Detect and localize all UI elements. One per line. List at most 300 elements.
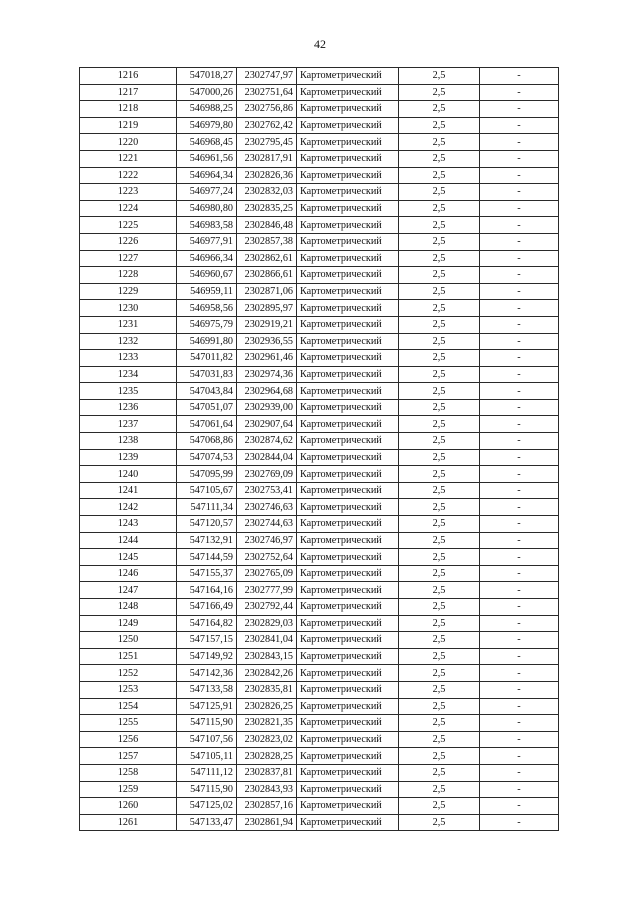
accuracy-cell: 2,5 [399,449,480,466]
x-coordinate-cell: 547142,36 [177,665,237,682]
point-number-cell: 1261 [80,814,177,831]
point-number-cell: 1258 [80,764,177,781]
table-row [80,665,559,682]
note-cell: - [480,748,559,765]
point-number-cell: 1260 [80,798,177,815]
table-row [80,449,559,466]
method-cell: Картометрический [297,466,399,483]
note-cell: - [480,615,559,632]
note-cell: - [480,433,559,450]
accuracy-cell: 2,5 [399,117,480,134]
y-coordinate-cell: 2302747,97 [237,68,297,85]
accuracy-cell: 2,5 [399,731,480,748]
table-row [80,399,559,416]
point-number-cell: 1255 [80,715,177,732]
point-number-cell: 1239 [80,449,177,466]
x-coordinate-cell: 547115,90 [177,715,237,732]
accuracy-cell: 2,5 [399,383,480,400]
y-coordinate-cell: 2302777,99 [237,582,297,599]
table-row [80,250,559,267]
accuracy-cell: 2,5 [399,267,480,284]
note-cell: - [480,366,559,383]
method-cell: Картометрический [297,84,399,101]
note-cell: - [480,84,559,101]
note-cell: - [480,814,559,831]
point-number-cell: 1236 [80,399,177,416]
point-number-cell: 1254 [80,698,177,715]
y-coordinate-cell: 2302843,15 [237,648,297,665]
method-cell: Картометрический [297,632,399,649]
table-row [80,648,559,665]
y-coordinate-cell: 2302769,09 [237,466,297,483]
accuracy-cell: 2,5 [399,416,480,433]
x-coordinate-cell: 547157,15 [177,632,237,649]
y-coordinate-cell: 2302846,48 [237,217,297,234]
point-number-cell: 1238 [80,433,177,450]
method-cell: Картометрический [297,184,399,201]
note-cell: - [480,582,559,599]
y-coordinate-cell: 2302862,61 [237,250,297,267]
point-number-cell: 1243 [80,516,177,533]
point-number-cell: 1231 [80,316,177,333]
method-cell: Картометрический [297,582,399,599]
method-cell: Картометрический [297,565,399,582]
method-cell: Картометрический [297,233,399,250]
table-row [80,814,559,831]
note-cell: - [480,167,559,184]
point-number-cell: 1228 [80,267,177,284]
table-row [80,68,559,85]
table-row [80,117,559,134]
x-coordinate-cell: 547018,27 [177,68,237,85]
y-coordinate-cell: 2302746,63 [237,499,297,516]
method-cell: Картометрический [297,698,399,715]
y-coordinate-cell: 2302871,06 [237,283,297,300]
table-row [80,532,559,549]
point-number-cell: 1224 [80,200,177,217]
x-coordinate-cell: 547164,16 [177,582,237,599]
accuracy-cell: 2,5 [399,217,480,234]
table-row [80,433,559,450]
x-coordinate-cell: 547043,84 [177,383,237,400]
point-number-cell: 1227 [80,250,177,267]
point-number-cell: 1244 [80,532,177,549]
accuracy-cell: 2,5 [399,250,480,267]
y-coordinate-cell: 2302844,04 [237,449,297,466]
accuracy-cell: 2,5 [399,715,480,732]
accuracy-cell: 2,5 [399,150,480,167]
table-row [80,482,559,499]
y-coordinate-cell: 2302765,09 [237,565,297,582]
accuracy-cell: 2,5 [399,599,480,616]
point-number-cell: 1218 [80,101,177,118]
accuracy-cell: 2,5 [399,184,480,201]
accuracy-cell: 2,5 [399,814,480,831]
x-coordinate-cell: 546966,34 [177,250,237,267]
table-row [80,698,559,715]
table-row [80,731,559,748]
table-row [80,84,559,101]
y-coordinate-cell: 2302842,26 [237,665,297,682]
table-row [80,499,559,516]
method-cell: Картометрический [297,798,399,815]
x-coordinate-cell: 547125,02 [177,798,237,815]
note-cell: - [480,532,559,549]
point-number-cell: 1216 [80,68,177,85]
x-coordinate-cell: 546975,79 [177,316,237,333]
point-number-cell: 1253 [80,681,177,698]
x-coordinate-cell: 546968,45 [177,134,237,151]
x-coordinate-cell: 547011,82 [177,350,237,367]
method-cell: Картометрический [297,599,399,616]
table-row [80,316,559,333]
accuracy-cell: 2,5 [399,665,480,682]
table-row [80,681,559,698]
x-coordinate-cell: 546959,11 [177,283,237,300]
table-row [80,599,559,616]
table-row [80,466,559,483]
note-cell: - [480,316,559,333]
y-coordinate-cell: 2302866,61 [237,267,297,284]
table-row [80,366,559,383]
accuracy-cell: 2,5 [399,433,480,450]
table-row [80,267,559,284]
note-cell: - [480,150,559,167]
point-number-cell: 1235 [80,383,177,400]
table-row [80,748,559,765]
method-cell: Картометрический [297,532,399,549]
point-number-cell: 1256 [80,731,177,748]
x-coordinate-cell: 547051,07 [177,399,237,416]
accuracy-cell: 2,5 [399,316,480,333]
accuracy-cell: 2,5 [399,399,480,416]
x-coordinate-cell: 546979,80 [177,117,237,134]
point-number-cell: 1246 [80,565,177,582]
table-row [80,549,559,566]
note-cell: - [480,383,559,400]
method-cell: Картометрический [297,731,399,748]
method-cell: Картометрический [297,814,399,831]
method-cell: Картометрический [297,250,399,267]
x-coordinate-cell: 547068,86 [177,433,237,450]
method-cell: Картометрический [297,150,399,167]
x-coordinate-cell: 547115,90 [177,781,237,798]
y-coordinate-cell: 2302792,44 [237,599,297,616]
accuracy-cell: 2,5 [399,167,480,184]
point-number-cell: 1229 [80,283,177,300]
method-cell: Картометрический [297,764,399,781]
x-coordinate-cell: 546983,58 [177,217,237,234]
note-cell: - [480,482,559,499]
note-cell: - [480,449,559,466]
x-coordinate-cell: 546988,25 [177,101,237,118]
point-number-cell: 1219 [80,117,177,134]
x-coordinate-cell: 547166,49 [177,599,237,616]
point-number-cell: 1220 [80,134,177,151]
page-number: 42 [314,37,326,51]
note-cell: - [480,731,559,748]
note-cell: - [480,715,559,732]
point-number-cell: 1251 [80,648,177,665]
accuracy-cell: 2,5 [399,68,480,85]
accuracy-cell: 2,5 [399,466,480,483]
method-cell: Картометрический [297,416,399,433]
x-coordinate-cell: 547120,57 [177,516,237,533]
method-cell: Картометрический [297,283,399,300]
y-coordinate-cell: 2302964,68 [237,383,297,400]
table-row [80,516,559,533]
y-coordinate-cell: 2302843,93 [237,781,297,798]
y-coordinate-cell: 2302857,38 [237,233,297,250]
point-number-cell: 1259 [80,781,177,798]
accuracy-cell: 2,5 [399,499,480,516]
method-cell: Картометрический [297,399,399,416]
note-cell: - [480,798,559,815]
y-coordinate-cell: 2302823,02 [237,731,297,748]
table-row [80,217,559,234]
table-row [80,184,559,201]
note-cell: - [480,549,559,566]
method-cell: Картометрический [297,449,399,466]
note-cell: - [480,764,559,781]
method-cell: Картометрический [297,748,399,765]
table-row [80,582,559,599]
table-row [80,300,559,317]
note-cell: - [480,565,559,582]
y-coordinate-cell: 2302828,25 [237,748,297,765]
table-row [80,781,559,798]
accuracy-cell: 2,5 [399,582,480,599]
accuracy-cell: 2,5 [399,482,480,499]
y-coordinate-cell: 2302895,97 [237,300,297,317]
accuracy-cell: 2,5 [399,748,480,765]
y-coordinate-cell: 2302753,41 [237,482,297,499]
method-cell: Картометрический [297,134,399,151]
note-cell: - [480,233,559,250]
point-number-cell: 1226 [80,233,177,250]
y-coordinate-cell: 2302861,94 [237,814,297,831]
accuracy-cell: 2,5 [399,233,480,250]
point-number-cell: 1242 [80,499,177,516]
x-coordinate-cell: 547133,47 [177,814,237,831]
point-number-cell: 1223 [80,184,177,201]
table-row [80,416,559,433]
x-coordinate-cell: 547107,56 [177,731,237,748]
method-cell: Картометрический [297,350,399,367]
y-coordinate-cell: 2302961,46 [237,350,297,367]
accuracy-cell: 2,5 [399,333,480,350]
note-cell: - [480,399,559,416]
x-coordinate-cell: 546991,80 [177,333,237,350]
accuracy-cell: 2,5 [399,200,480,217]
x-coordinate-cell: 547000,26 [177,84,237,101]
y-coordinate-cell: 2302835,25 [237,200,297,217]
note-cell: - [480,267,559,284]
coordinates-table [79,67,559,831]
point-number-cell: 1252 [80,665,177,682]
y-coordinate-cell: 2302832,03 [237,184,297,201]
x-coordinate-cell: 547031,83 [177,366,237,383]
x-coordinate-cell: 547111,34 [177,499,237,516]
method-cell: Картометрический [297,549,399,566]
point-number-cell: 1222 [80,167,177,184]
x-coordinate-cell: 547133,58 [177,681,237,698]
table-row [80,150,559,167]
accuracy-cell: 2,5 [399,798,480,815]
point-number-cell: 1241 [80,482,177,499]
y-coordinate-cell: 2302762,42 [237,117,297,134]
method-cell: Картометрический [297,516,399,533]
table-row [80,798,559,815]
note-cell: - [480,648,559,665]
table-row [80,167,559,184]
accuracy-cell: 2,5 [399,565,480,582]
note-cell: - [480,250,559,267]
y-coordinate-cell: 2302751,64 [237,84,297,101]
y-coordinate-cell: 2302817,91 [237,150,297,167]
note-cell: - [480,283,559,300]
table-row [80,333,559,350]
method-cell: Картометрический [297,267,399,284]
x-coordinate-cell: 547149,92 [177,648,237,665]
table-row [80,764,559,781]
note-cell: - [480,333,559,350]
x-coordinate-cell: 546958,56 [177,300,237,317]
x-coordinate-cell: 546977,91 [177,233,237,250]
y-coordinate-cell: 2302841,04 [237,632,297,649]
table-row [80,134,559,151]
x-coordinate-cell: 547132,91 [177,532,237,549]
y-coordinate-cell: 2302857,16 [237,798,297,815]
table-row [80,200,559,217]
y-coordinate-cell: 2302974,36 [237,366,297,383]
accuracy-cell: 2,5 [399,532,480,549]
note-cell: - [480,698,559,715]
y-coordinate-cell: 2302826,25 [237,698,297,715]
accuracy-cell: 2,5 [399,300,480,317]
table-row [80,283,559,300]
point-number-cell: 1240 [80,466,177,483]
point-number-cell: 1247 [80,582,177,599]
point-number-cell: 1234 [80,366,177,383]
x-coordinate-cell: 546960,67 [177,267,237,284]
note-cell: - [480,117,559,134]
y-coordinate-cell: 2302837,81 [237,764,297,781]
x-coordinate-cell: 547074,53 [177,449,237,466]
y-coordinate-cell: 2302752,64 [237,549,297,566]
method-cell: Картометрический [297,383,399,400]
accuracy-cell: 2,5 [399,366,480,383]
x-coordinate-cell: 547125,91 [177,698,237,715]
accuracy-cell: 2,5 [399,350,480,367]
x-coordinate-cell: 547061,64 [177,416,237,433]
y-coordinate-cell: 2302744,63 [237,516,297,533]
x-coordinate-cell: 547105,67 [177,482,237,499]
accuracy-cell: 2,5 [399,134,480,151]
note-cell: - [480,499,559,516]
point-number-cell: 1249 [80,615,177,632]
x-coordinate-cell: 547144,59 [177,549,237,566]
y-coordinate-cell: 2302919,21 [237,316,297,333]
accuracy-cell: 2,5 [399,84,480,101]
point-number-cell: 1221 [80,150,177,167]
accuracy-cell: 2,5 [399,698,480,715]
table-row [80,101,559,118]
accuracy-cell: 2,5 [399,764,480,781]
note-cell: - [480,781,559,798]
method-cell: Картометрический [297,366,399,383]
note-cell: - [480,184,559,201]
method-cell: Картометрический [297,499,399,516]
method-cell: Картометрический [297,117,399,134]
table-row [80,715,559,732]
y-coordinate-cell: 2302907,64 [237,416,297,433]
accuracy-cell: 2,5 [399,781,480,798]
y-coordinate-cell: 2302821,35 [237,715,297,732]
point-number-cell: 1245 [80,549,177,566]
accuracy-cell: 2,5 [399,549,480,566]
method-cell: Картометрический [297,433,399,450]
table-row [80,615,559,632]
accuracy-cell: 2,5 [399,101,480,118]
table-row [80,565,559,582]
note-cell: - [480,599,559,616]
method-cell: Картометрический [297,101,399,118]
table-row [80,233,559,250]
accuracy-cell: 2,5 [399,615,480,632]
x-coordinate-cell: 546961,56 [177,150,237,167]
y-coordinate-cell: 2302826,36 [237,167,297,184]
method-cell: Картометрический [297,648,399,665]
method-cell: Картометрический [297,781,399,798]
method-cell: Картометрический [297,715,399,732]
point-number-cell: 1233 [80,350,177,367]
y-coordinate-cell: 2302746,97 [237,532,297,549]
y-coordinate-cell: 2302835,81 [237,681,297,698]
note-cell: - [480,632,559,649]
y-coordinate-cell: 2302795,45 [237,134,297,151]
method-cell: Картометрический [297,482,399,499]
accuracy-cell: 2,5 [399,516,480,533]
accuracy-cell: 2,5 [399,632,480,649]
x-coordinate-cell: 546977,24 [177,184,237,201]
method-cell: Картометрический [297,665,399,682]
note-cell: - [480,200,559,217]
note-cell: - [480,466,559,483]
point-number-cell: 1237 [80,416,177,433]
y-coordinate-cell: 2302939,00 [237,399,297,416]
table-row [80,383,559,400]
accuracy-cell: 2,5 [399,283,480,300]
note-cell: - [480,68,559,85]
point-number-cell: 1232 [80,333,177,350]
note-cell: - [480,300,559,317]
method-cell: Картометрический [297,681,399,698]
x-coordinate-cell: 547164,82 [177,615,237,632]
table-row [80,350,559,367]
point-number-cell: 1225 [80,217,177,234]
method-cell: Картометрический [297,333,399,350]
point-number-cell: 1248 [80,599,177,616]
x-coordinate-cell: 546980,80 [177,200,237,217]
note-cell: - [480,681,559,698]
method-cell: Картометрический [297,316,399,333]
accuracy-cell: 2,5 [399,648,480,665]
method-cell: Картометрический [297,68,399,85]
note-cell: - [480,665,559,682]
point-number-cell: 1230 [80,300,177,317]
x-coordinate-cell: 547155,37 [177,565,237,582]
